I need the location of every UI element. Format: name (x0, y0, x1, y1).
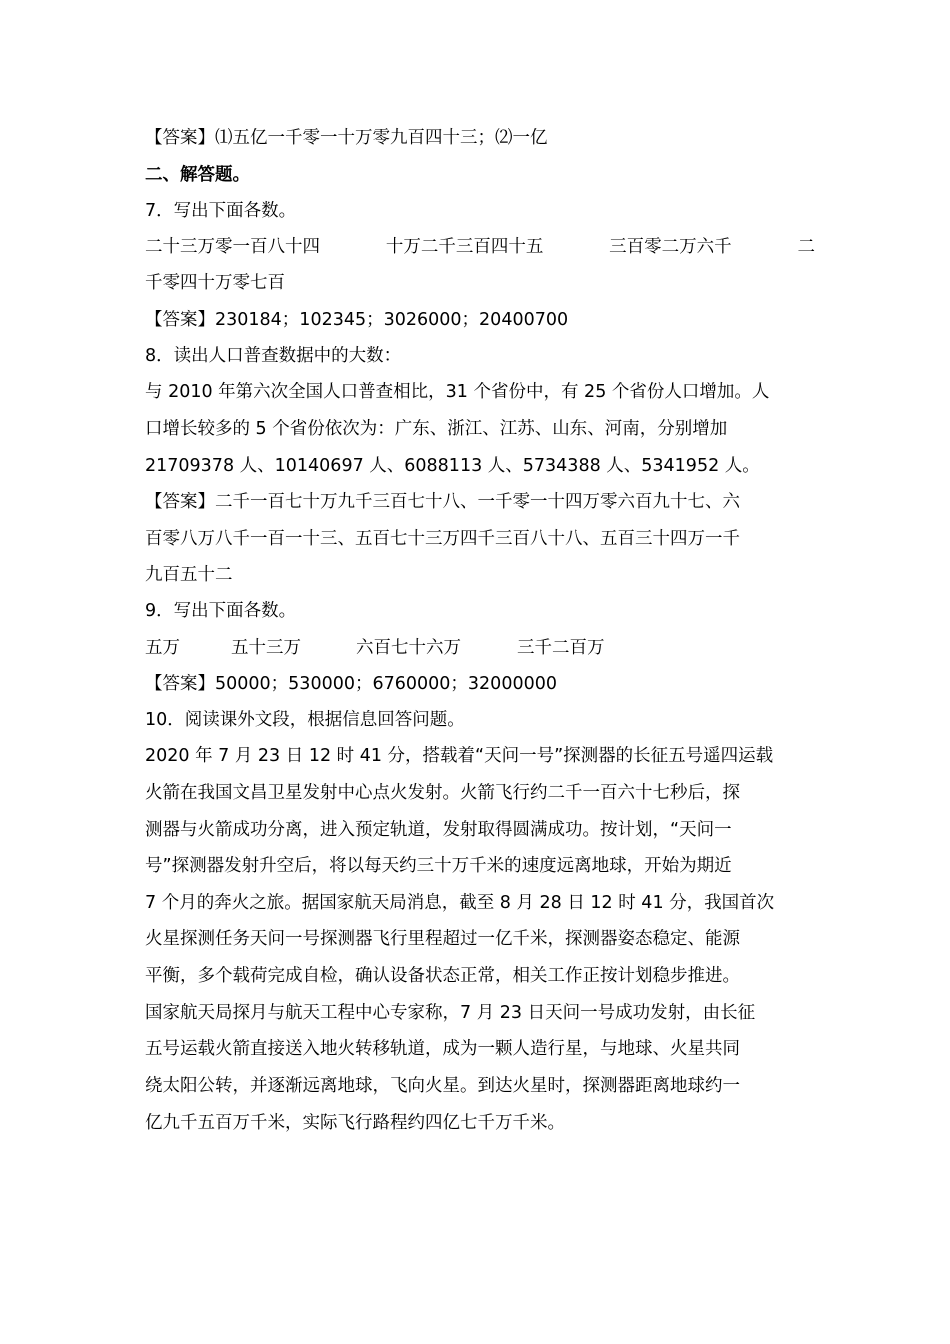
passage-line-3: 测器与火箭成功分离，进入预定轨道，发射取得圆满成功。按计划，“天问一 (145, 820, 732, 840)
q9-item-1: 五万 (145, 638, 180, 658)
passage-line-8: 国家航天局探月与航天工程中心专家称，7 月 23 日天问一号成功发射，由长征 (145, 1003, 756, 1023)
answer-8-line-3: 九百五十二 (145, 565, 233, 585)
answer-7: 【答案】230184；102345；3026000；20400700 (145, 310, 569, 330)
q8-text-line-3: 21709378 人、10140697 人、6088113 人、5734388 人、5341952 人。 (145, 456, 760, 476)
passage-line-2: 火箭在我国文昌卫星发射中心点火发射。火箭飞行约二千一百六十七秒后，探 (145, 783, 740, 803)
passage-line-5: 7 个月的奔火之旅。据国家航天局消息，截至 8 月 28 日 12 时 41 分，我国首次 (145, 893, 775, 913)
passage-line-4: 号”探测器发射升空后，将以每天约三十万千米的速度远离地球，开始为期近 (145, 856, 732, 876)
passage-line-6: 火星探测任务天问一号探测器飞行里程超过一亿千米，探测器姿态稳定、能源 (145, 929, 740, 949)
answer-8-line-2: 百零八万八千一百一十三、五百七十三万四千三百八十八、五百三十四万一千 (145, 529, 740, 549)
q7-item-1: 二十三万零一百八十四 (145, 237, 320, 257)
q9-item-4: 三千二百万 (517, 638, 605, 658)
q7-item-3: 三百零二万六千 (609, 237, 732, 257)
question-7: 7．写出下面各数。 (145, 201, 297, 221)
passage-line-11: 亿九千五百万千米，实际飞行路程约四亿七千万千米。 (145, 1113, 565, 1133)
passage-line-7: 平衡，多个载荷完成自检，确认设备状态正常，相关工作正按计划稳步推进。 (145, 966, 740, 986)
section-heading: 二、解答题。 (145, 165, 250, 185)
q8-text-line-1: 与 2010 年第六次全国人口普查相比，31 个省份中，有 25 个省份人口增加。人 (145, 382, 770, 402)
q7-item-4-cont: 千零四十万零七百 (145, 273, 285, 293)
q9-item-3: 六百七十六万 (356, 638, 461, 658)
q7-item-2: 十万二千三百四十五 (385, 237, 544, 257)
q9-item-2: 五十三万 (231, 638, 301, 658)
passage-line-9: 五号运载火箭直接送入地火转移轨道，成为一颗人造行星，与地球、火星共同 (145, 1039, 740, 1059)
passage-line-1: 2020 年 7 月 23 日 12 时 41 分，搭载着“天问一号”探测器的长征五号遥四运载 (145, 746, 774, 766)
answer-8-line-1: 【答案】二千一百七十万九千三百七十八、一千零一十四万零六百九十七、六 (145, 492, 740, 512)
question-10: 10．阅读课外文段，根据信息回答问题。 (145, 710, 465, 730)
question-7-items (145, 236, 815, 258)
answer-9: 【答案】50000；530000；6760000；32000000 (145, 674, 557, 694)
question-9-items (145, 637, 815, 659)
question-9: 9．写出下面各数。 (145, 601, 297, 621)
q7-item-4-start: 二 (797, 237, 815, 257)
passage-line-10: 绕太阳公转，并逐渐远离地球，飞向火星。到达火星时，探测器距离地球约一 (145, 1076, 740, 1096)
answer-6: 【答案】⑴五亿一千零一十万零九百四十三；⑵一亿 (145, 128, 548, 148)
q8-text-line-2: 口增长较多的 5 个省份依次为：广东、浙江、江苏、山东、河南，分别增加 (145, 419, 728, 439)
question-8: 8．读出人口普查数据中的大数： (145, 346, 402, 366)
